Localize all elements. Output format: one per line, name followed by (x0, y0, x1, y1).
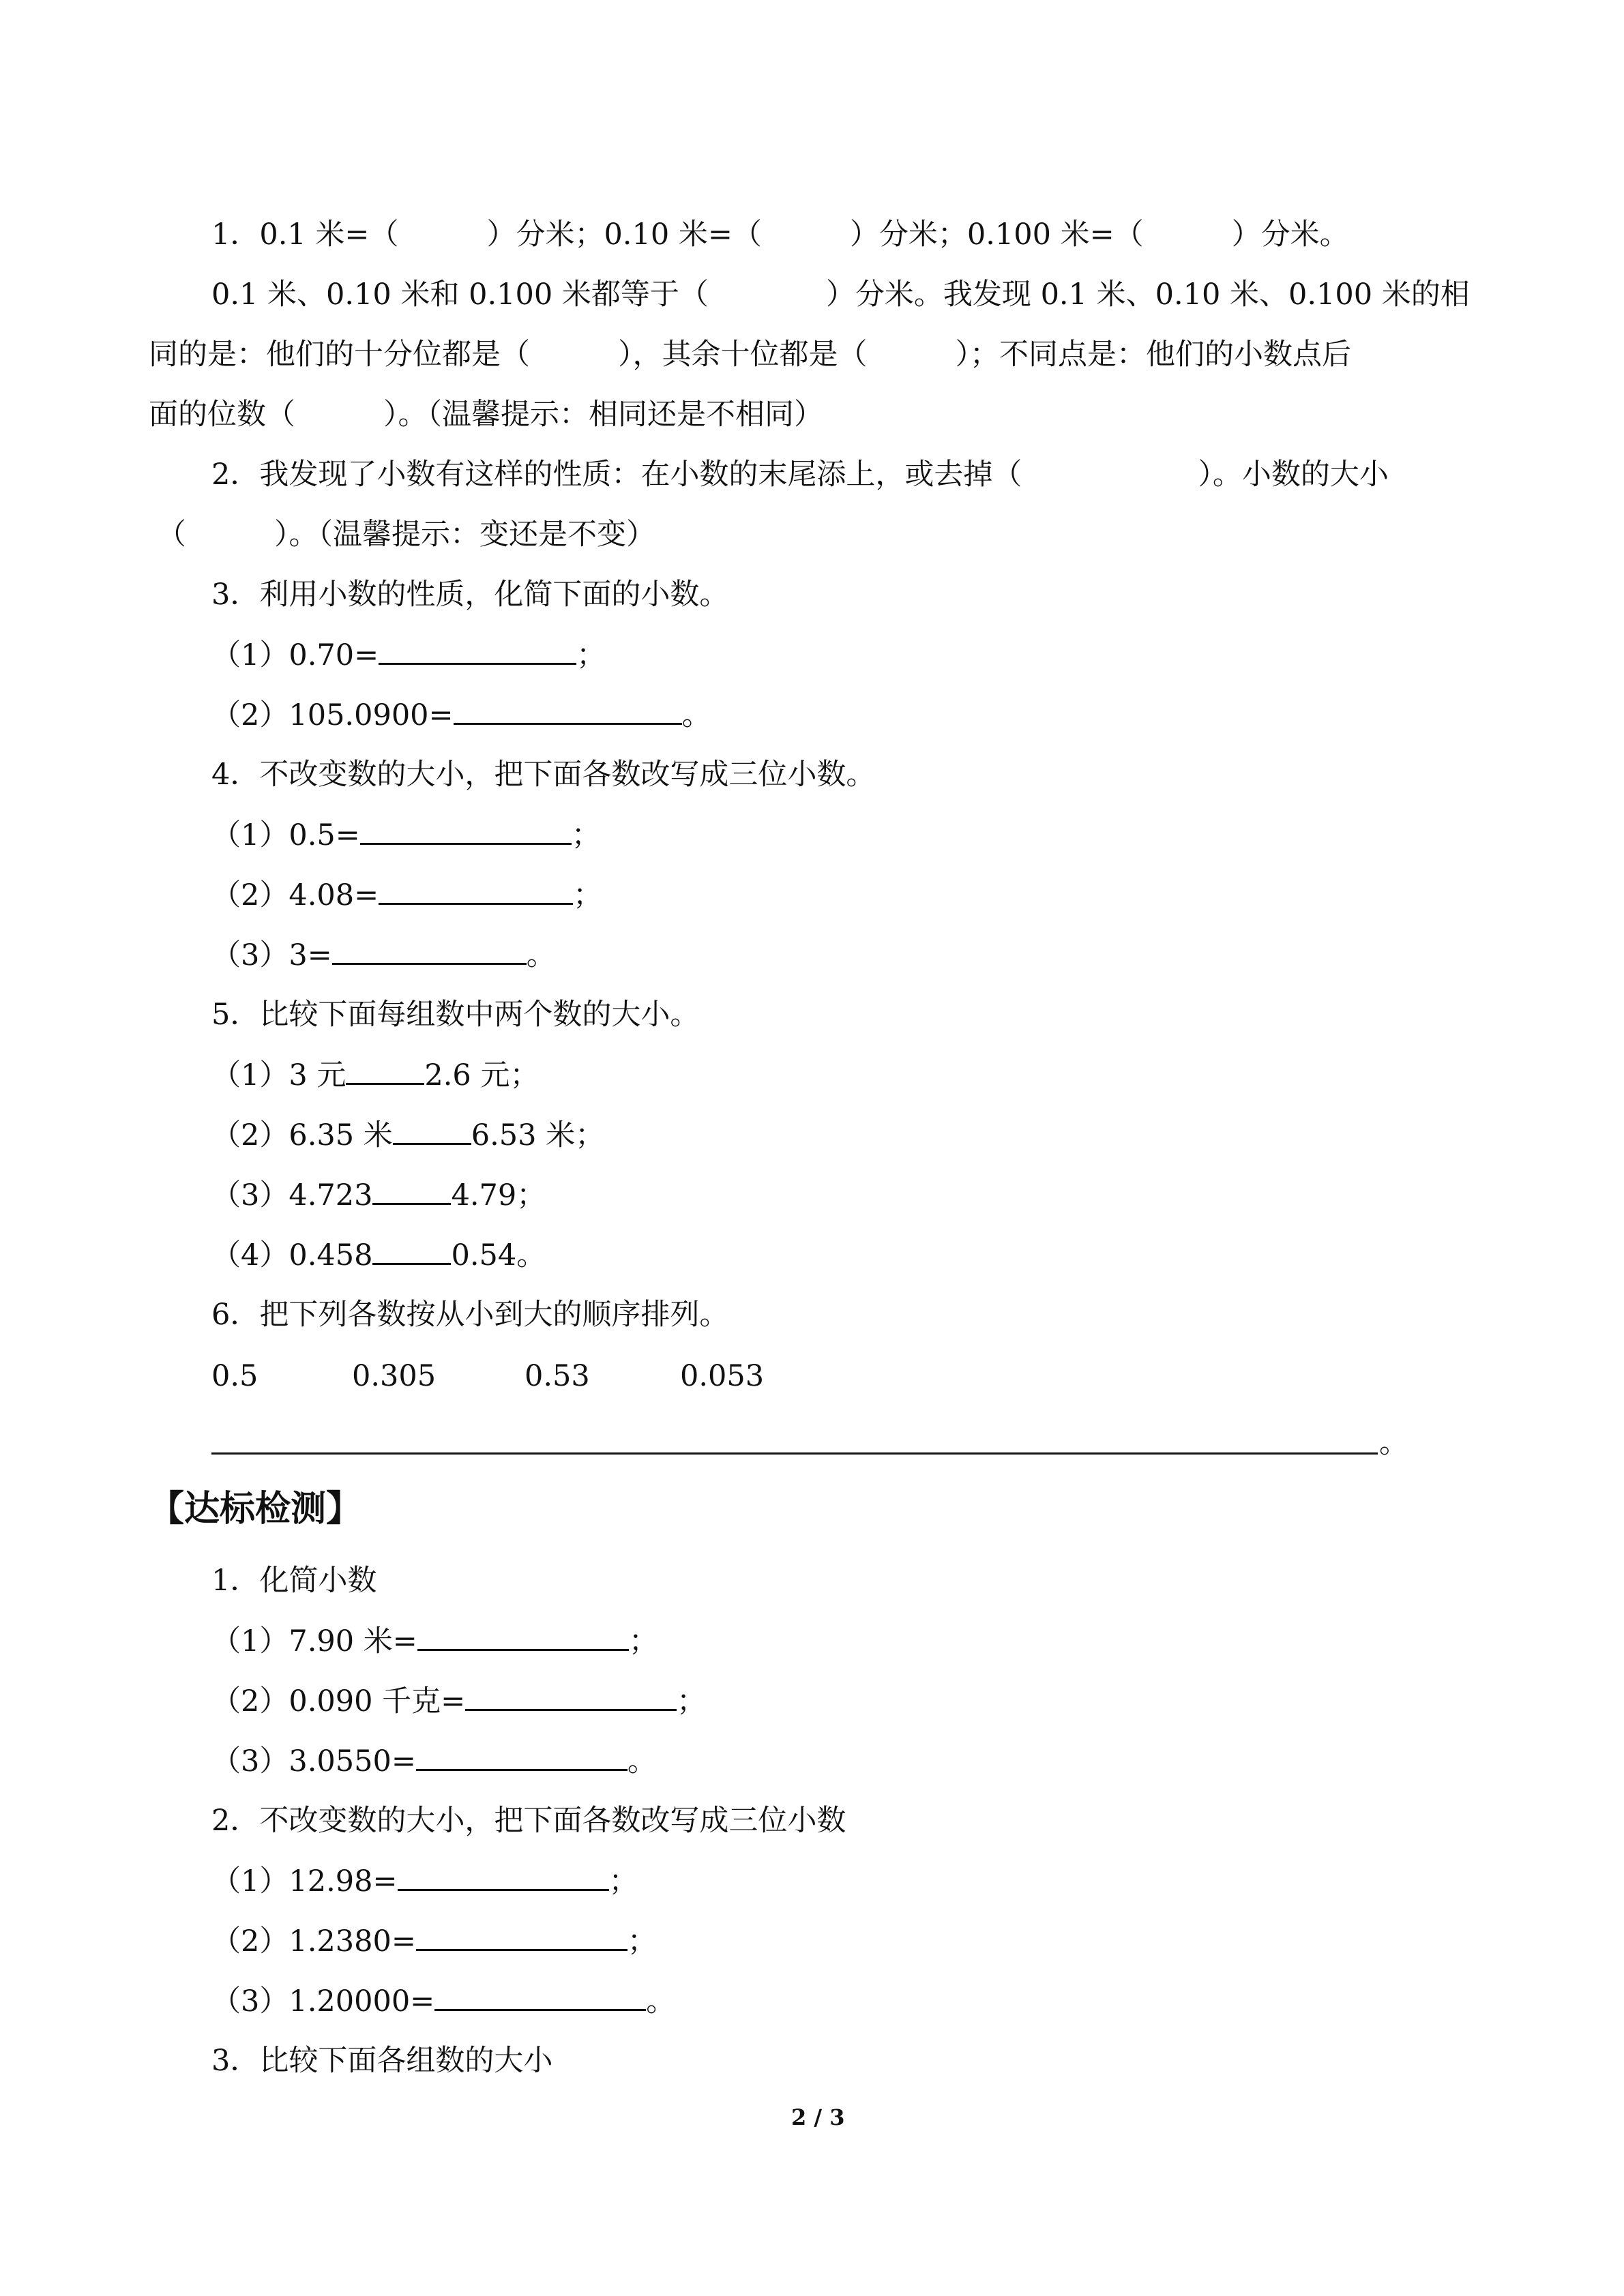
t1-item-1-suffix: ； (628, 1624, 658, 1658)
t1-item-2 (211, 1680, 706, 1722)
t2-item-1-suffix: ； (608, 1864, 638, 1898)
t1-item-3 (211, 1740, 657, 1782)
t2-item-3-prefix: （3）1.20000= (211, 1984, 435, 2018)
q2-line2: （ ）。（温馨提示：变还是不变） (157, 518, 655, 552)
q5-item-4-left: （4）0.458 (211, 1238, 373, 1272)
q4-item-2 (211, 874, 602, 916)
t2-item-2-prefix: （2）1.2380= (211, 1924, 416, 1958)
t2-item-3-suffix: 。 (646, 1984, 676, 2018)
q1-line2: 0.1 米、0.10 米和 0.100 米都等于（ ）分米。我发现 0.1 米、0.10 米、0.100 米的相 (211, 278, 1470, 312)
t1-title: 1．化简小数 (211, 1564, 377, 1598)
q6-end-mark: 。 (1379, 1426, 1408, 1460)
t2-item-1-prefix: （1）12.98= (211, 1864, 398, 1898)
q4-item-1-prefix: （1）0.5= (211, 818, 360, 852)
t1-item-2-prefix: （2）0.090 千克= (211, 1684, 466, 1718)
q6-number: 0.53 (525, 1359, 590, 1393)
q4-item-2-suffix: ； (573, 878, 603, 912)
answer-blank[interactable] (465, 1680, 677, 1711)
section-heading: 【达标检测】 (149, 1489, 362, 1530)
page-number: 2 / 3 (791, 2104, 845, 2130)
q6-number: 0.053 (680, 1359, 765, 1393)
q6-answer-line[interactable] (211, 1452, 1378, 1455)
q3-item-1-suffix: ； (576, 638, 606, 672)
answer-blank[interactable] (379, 874, 573, 905)
answer-blank[interactable] (332, 934, 527, 965)
q6-numbers (211, 1356, 764, 1397)
q1-line3: 同的是：他们的十分位都是（ ），其余十位都是（ ）；不同点是：他们的小数点后 (149, 338, 1351, 372)
q4-item-3-prefix: （3）3= (211, 938, 332, 972)
q4-item-3-suffix: 。 (526, 938, 556, 972)
q5-item-1-left: （1）3 元 (211, 1058, 346, 1092)
q5-item-4 (211, 1234, 546, 1276)
q5-item-3-left: （3）4.723 (211, 1178, 373, 1212)
q3-title: 3．利用小数的性质，化简下面的小数。 (211, 578, 729, 612)
compare-blank[interactable] (346, 1054, 424, 1085)
q1-line4: 面的位数（ ）。（温馨提示：相同还是不相同） (149, 398, 823, 432)
answer-blank[interactable] (417, 1620, 629, 1651)
q5-item-3-right: 4.79； (451, 1178, 546, 1212)
q3-item-1-prefix: （1）0.70= (211, 638, 379, 672)
q5-title: 5．比较下面每组数中两个数的大小。 (211, 998, 700, 1032)
compare-blank[interactable] (372, 1234, 451, 1265)
q1-line1: 1．0.1 米=（ ）分米；0.10 米=（ ）分米；0.100 米=（ ）分米。 (211, 218, 1349, 252)
q6-number: 0.305 (352, 1359, 437, 1393)
t3-title: 3．比较下面各组数的大小 (211, 2044, 553, 2078)
t1-item-3-suffix: 。 (627, 1744, 657, 1778)
q3-item-1 (211, 634, 606, 676)
t1-item-1-prefix: （1）7.90 米= (211, 1624, 417, 1658)
answer-blank[interactable] (379, 634, 576, 665)
q4-item-1-suffix: ； (571, 818, 601, 852)
q5-item-4-right: 0.54。 (451, 1238, 546, 1272)
compare-blank[interactable] (372, 1174, 451, 1205)
t1-item-3-prefix: （3）3.0550= (211, 1744, 416, 1778)
q5-item-1 (211, 1054, 539, 1096)
q6-title: 6．把下列各数按从小到大的顺序排列。 (211, 1298, 729, 1332)
q4-item-2-prefix: （2）4.08= (211, 878, 379, 912)
answer-blank[interactable] (416, 1920, 628, 1951)
t2-item-1 (211, 1860, 638, 1902)
q5-item-2-left: （2）6.35 米 (211, 1118, 393, 1152)
answer-blank[interactable] (434, 1980, 646, 2011)
q4-title: 4．不改变数的大小，把下面各数改写成三位小数。 (211, 758, 876, 792)
answer-blank[interactable] (454, 694, 682, 725)
answer-blank[interactable] (398, 1860, 609, 1891)
t1-item-1 (211, 1620, 658, 1662)
q6-number: 0.5 (211, 1359, 259, 1393)
q4-item-3 (211, 934, 556, 976)
q2-line1: 2．我发现了小数有这样的性质：在小数的末尾添上，或去掉（ ）。小数的大小 (211, 458, 1389, 492)
q3-item-2 (211, 694, 711, 736)
q5-item-2 (211, 1114, 604, 1156)
q3-item-2-prefix: （2）105.0900= (211, 698, 454, 732)
q5-item-2-right: 6.53 米； (471, 1118, 605, 1152)
q5-item-3 (211, 1174, 546, 1216)
t2-item-3 (211, 1980, 675, 2022)
t1-item-2-suffix: ； (677, 1684, 707, 1718)
answer-blank[interactable] (416, 1740, 628, 1771)
q5-item-1-right: 2.6 元； (424, 1058, 540, 1092)
t2-item-2-suffix: ； (627, 1924, 657, 1958)
answer-blank[interactable] (360, 814, 572, 845)
t2-title: 2．不改变数的大小，把下面各数改写成三位小数 (211, 1804, 846, 1838)
q4-item-1 (211, 814, 601, 856)
q3-item-2-suffix: 。 (681, 698, 711, 732)
compare-blank[interactable] (393, 1114, 471, 1145)
t2-item-2 (211, 1920, 657, 1962)
